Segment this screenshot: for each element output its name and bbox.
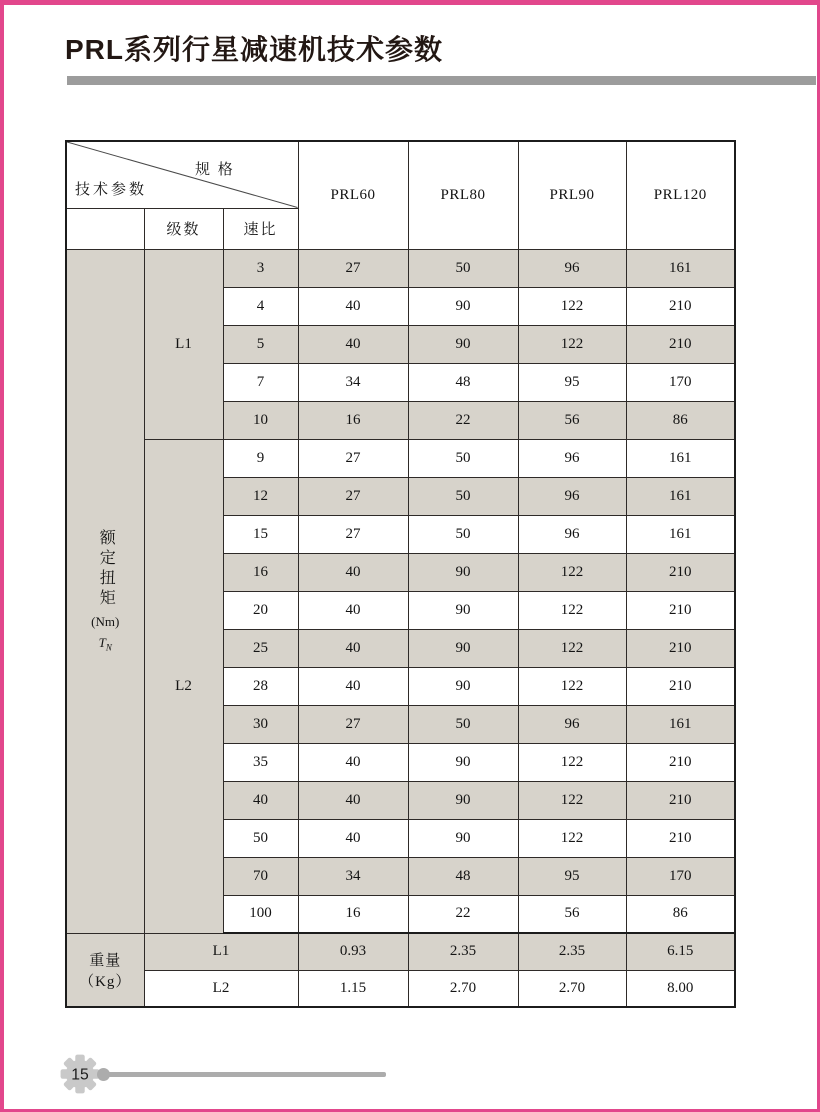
title-underline-bar bbox=[67, 76, 816, 85]
value-cell: 210 bbox=[626, 781, 735, 819]
footer-line bbox=[104, 1072, 386, 1077]
weight-value-cell: 1.15 bbox=[298, 970, 408, 1007]
value-cell: 27 bbox=[298, 515, 408, 553]
torque-symbol: $T_N$ bbox=[98, 635, 112, 653]
value-cell: 22 bbox=[408, 401, 518, 439]
value-cell: 122 bbox=[518, 591, 626, 629]
page-number: 15 bbox=[71, 1066, 89, 1084]
value-cell: 48 bbox=[408, 857, 518, 895]
value-cell: 40 bbox=[298, 591, 408, 629]
table-row bbox=[66, 933, 735, 970]
column-header-prl80: PRL80 bbox=[408, 141, 518, 249]
value-cell: 48 bbox=[408, 363, 518, 401]
page-title: PRL系列行星减速机技术参数 bbox=[65, 34, 444, 65]
column-header-prl90: PRL90 bbox=[518, 141, 626, 249]
value-cell: 122 bbox=[518, 325, 626, 363]
value-cell: 50 bbox=[408, 705, 518, 743]
value-cell: 122 bbox=[518, 819, 626, 857]
value-cell: 170 bbox=[626, 857, 735, 895]
column-header-prl120: PRL120 bbox=[626, 141, 735, 249]
value-cell: 210 bbox=[626, 325, 735, 363]
corner-spec-label: 规 格 bbox=[195, 162, 235, 178]
ratio-cell: 4 bbox=[223, 287, 298, 325]
value-cell: 161 bbox=[626, 249, 735, 287]
value-cell: 50 bbox=[408, 249, 518, 287]
value-cell: 40 bbox=[298, 781, 408, 819]
value-cell: 50 bbox=[408, 515, 518, 553]
weight-stage-cell: L1 bbox=[144, 933, 298, 970]
value-cell: 90 bbox=[408, 743, 518, 781]
value-cell: 27 bbox=[298, 705, 408, 743]
value-cell: 56 bbox=[518, 401, 626, 439]
value-cell: 90 bbox=[408, 781, 518, 819]
weight-stage-cell: L2 bbox=[144, 970, 298, 1007]
value-cell: 56 bbox=[518, 895, 626, 933]
ratio-cell: 12 bbox=[223, 477, 298, 515]
value-cell: 40 bbox=[298, 287, 408, 325]
ratio-cell: 35 bbox=[223, 743, 298, 781]
value-cell: 122 bbox=[518, 553, 626, 591]
value-cell: 210 bbox=[626, 743, 735, 781]
value-cell: 40 bbox=[298, 667, 408, 705]
torque-unit: (Nm) bbox=[91, 614, 120, 630]
table-row bbox=[66, 970, 735, 1007]
value-cell: 210 bbox=[626, 553, 735, 591]
value-cell: 40 bbox=[298, 325, 408, 363]
ratio-header: 速比 bbox=[223, 208, 298, 249]
table-row bbox=[66, 249, 735, 287]
gear-icon bbox=[59, 1053, 101, 1095]
value-cell: 50 bbox=[408, 477, 518, 515]
weight-value-cell: 0.93 bbox=[298, 933, 408, 970]
value-cell: 27 bbox=[298, 249, 408, 287]
ratio-cell: 40 bbox=[223, 781, 298, 819]
value-cell: 34 bbox=[298, 857, 408, 895]
value-cell: 96 bbox=[518, 705, 626, 743]
value-cell: 122 bbox=[518, 743, 626, 781]
value-cell: 16 bbox=[298, 895, 408, 933]
value-cell: 95 bbox=[518, 857, 626, 895]
value-cell: 40 bbox=[298, 553, 408, 591]
ratio-cell: 5 bbox=[223, 325, 298, 363]
value-cell: 210 bbox=[626, 287, 735, 325]
value-cell: 40 bbox=[298, 819, 408, 857]
value-cell: 90 bbox=[408, 629, 518, 667]
value-cell: 170 bbox=[626, 363, 735, 401]
ratio-cell: 9 bbox=[223, 439, 298, 477]
value-cell: 161 bbox=[626, 439, 735, 477]
value-cell: 210 bbox=[626, 629, 735, 667]
value-cell: 122 bbox=[518, 287, 626, 325]
value-cell: 86 bbox=[626, 895, 735, 933]
corner-cell bbox=[66, 141, 298, 208]
value-cell: 96 bbox=[518, 477, 626, 515]
value-cell: 34 bbox=[298, 363, 408, 401]
column-header-prl60: PRL60 bbox=[298, 141, 408, 249]
stage-cell-l2: L2 bbox=[144, 439, 223, 933]
value-cell: 27 bbox=[298, 439, 408, 477]
value-cell: 90 bbox=[408, 591, 518, 629]
value-cell: 86 bbox=[626, 401, 735, 439]
ratio-cell: 16 bbox=[223, 553, 298, 591]
value-cell: 161 bbox=[626, 477, 735, 515]
value-cell: 95 bbox=[518, 363, 626, 401]
value-cell: 90 bbox=[408, 667, 518, 705]
ratio-cell: 15 bbox=[223, 515, 298, 553]
table-row bbox=[66, 439, 735, 477]
weight-value-cell: 2.70 bbox=[408, 970, 518, 1007]
ratio-cell: 20 bbox=[223, 591, 298, 629]
value-cell: 90 bbox=[408, 325, 518, 363]
empty-header-cell bbox=[66, 208, 144, 249]
value-cell: 90 bbox=[408, 819, 518, 857]
value-cell: 90 bbox=[408, 287, 518, 325]
weight-value-cell: 2.35 bbox=[518, 933, 626, 970]
value-cell: 16 bbox=[298, 401, 408, 439]
weight-value-cell: 2.70 bbox=[518, 970, 626, 1007]
value-cell: 210 bbox=[626, 667, 735, 705]
value-cell: 96 bbox=[518, 439, 626, 477]
spec-table bbox=[65, 140, 736, 1008]
weight-label-cell: 重量（Kg） bbox=[66, 933, 144, 1007]
value-cell: 50 bbox=[408, 439, 518, 477]
value-cell: 161 bbox=[626, 705, 735, 743]
value-cell: 40 bbox=[298, 743, 408, 781]
value-cell: 122 bbox=[518, 781, 626, 819]
value-cell: 90 bbox=[408, 553, 518, 591]
stage-cell-l1: L1 bbox=[144, 249, 223, 439]
corner-params-label: 技术参数 bbox=[75, 182, 148, 198]
value-cell: 40 bbox=[298, 629, 408, 667]
value-cell: 210 bbox=[626, 819, 735, 857]
ratio-cell: 7 bbox=[223, 363, 298, 401]
value-cell: 22 bbox=[408, 895, 518, 933]
ratio-cell: 3 bbox=[223, 249, 298, 287]
ratio-cell: 10 bbox=[223, 401, 298, 439]
ratio-cell: 70 bbox=[223, 857, 298, 895]
ratio-cell: 100 bbox=[223, 895, 298, 933]
stage-header: 级数 bbox=[144, 208, 223, 249]
value-cell: 96 bbox=[518, 515, 626, 553]
ratio-cell: 25 bbox=[223, 629, 298, 667]
ratio-cell: 30 bbox=[223, 705, 298, 743]
value-cell: 122 bbox=[518, 629, 626, 667]
torque-label-cell bbox=[66, 249, 144, 933]
torque-label-vertical: 额定扭矩 bbox=[97, 529, 115, 610]
value-cell: 27 bbox=[298, 477, 408, 515]
value-cell: 96 bbox=[518, 249, 626, 287]
value-cell: 161 bbox=[626, 515, 735, 553]
ratio-cell: 28 bbox=[223, 667, 298, 705]
weight-value-cell: 8.00 bbox=[626, 970, 735, 1007]
value-cell: 122 bbox=[518, 667, 626, 705]
value-cell: 210 bbox=[626, 591, 735, 629]
weight-value-cell: 2.35 bbox=[408, 933, 518, 970]
weight-value-cell: 6.15 bbox=[626, 933, 735, 970]
ratio-cell: 50 bbox=[223, 819, 298, 857]
